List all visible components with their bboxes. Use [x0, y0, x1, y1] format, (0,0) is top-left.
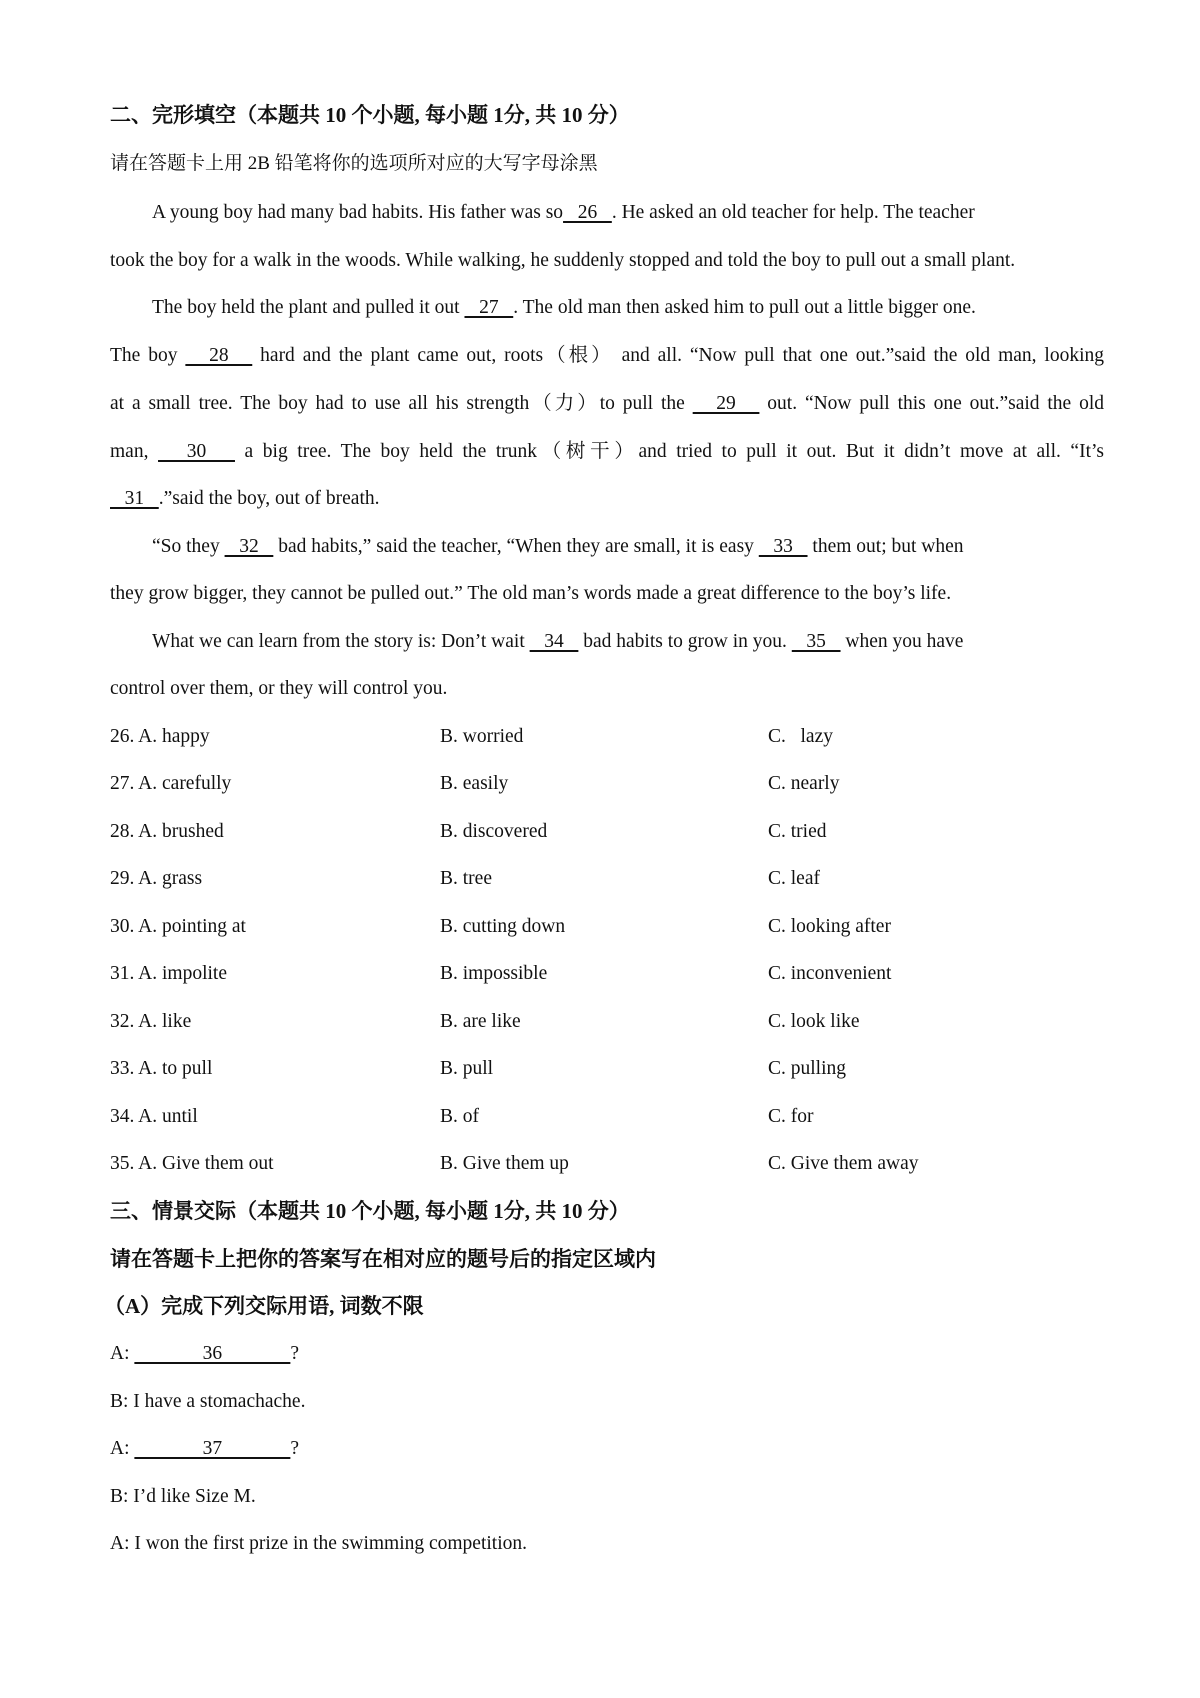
passage-text: out. “Now pull this one out.”said the old — [759, 393, 1104, 414]
passage-text: at a small tree. The boy had to use all his strength（力）to pull the — [110, 393, 693, 414]
speaker-a: A: — [110, 1343, 135, 1364]
blank-26: 26 — [563, 202, 612, 223]
blank-27: 27 — [464, 297, 514, 318]
blank-35: 35 — [791, 631, 841, 652]
dialogue-line-b2: B: I’d like Size M. — [110, 1486, 256, 1507]
option-26-b: B. worried — [440, 726, 524, 747]
passage-line-8 — [152, 535, 964, 559]
question-mark: ? — [290, 1343, 300, 1364]
option-32-b: B. are like — [440, 1011, 521, 1032]
option-29-a: 29. A. grass — [110, 868, 203, 889]
blank-37: 37 — [134, 1438, 291, 1459]
dialogue-line-a3: A: I won the first prize in the swimming competition. — [110, 1533, 528, 1554]
passage-text: “So they — [152, 536, 225, 557]
passage-line-11: control over them, or they will control you. — [110, 678, 448, 699]
passage-text: when you have — [840, 631, 964, 652]
question-mark: ? — [290, 1438, 300, 1459]
passage-text: a big tree. The boy held the trunk（树干）and tried to pull it out. But it didn’t move at all. “It’s — [234, 441, 1105, 462]
option-35-b: B. Give them up — [440, 1153, 569, 1174]
option-32-a: 32. A. like — [110, 1011, 192, 1032]
passage-line-9: they grow bigger, they cannot be pulled out.” The old man’s words made a great difference to the boy’s life. — [110, 583, 952, 604]
blank-31: 31 — [110, 488, 159, 509]
option-34-c: C. for — [768, 1106, 814, 1127]
blank-34: 34 — [529, 631, 579, 652]
speaker-a: A: — [110, 1438, 135, 1459]
passage-text: A young boy had many bad habits. His father was so — [152, 202, 564, 223]
option-27-c: C. nearly — [768, 773, 840, 794]
dialogue-line-36 — [110, 1342, 299, 1366]
option-30-b: B. cutting down — [440, 916, 566, 937]
dialogue-line-37 — [110, 1437, 299, 1461]
passage-text: man, — [110, 441, 159, 462]
option-33-c: C. pulling — [768, 1058, 847, 1079]
option-35-a: 35. A. Give them out — [110, 1153, 274, 1174]
passage-line-4 — [110, 344, 1104, 368]
option-33-a: 33. A. to pull — [110, 1058, 213, 1079]
blank-28: 28 — [185, 345, 253, 366]
passage-line-10 — [152, 630, 963, 654]
passage-text: .”said the boy, out of breath. — [158, 488, 380, 509]
blank-29: 29 — [692, 393, 760, 414]
option-29-c: C. leaf — [768, 868, 820, 889]
passage-text: . He asked an old teacher for help. The teacher — [611, 202, 975, 223]
passage-line-3 — [152, 296, 976, 320]
passage-line-7 — [110, 487, 380, 511]
passage-text: them out; but when — [807, 536, 964, 557]
option-34-a: 34. A. until — [110, 1106, 198, 1127]
blank-32: 32 — [224, 536, 274, 557]
option-26-a: 26. A. happy — [110, 726, 210, 747]
passage-line-5 — [110, 392, 1104, 416]
option-34-b: B. of — [440, 1106, 479, 1127]
option-33-b: B. pull — [440, 1058, 494, 1079]
passage-line-6 — [110, 440, 1104, 464]
option-31-b: B. impossible — [440, 963, 548, 984]
option-30-a: 30. A. pointing at — [110, 916, 246, 937]
passage-text: The boy — [110, 345, 186, 366]
section-2-heading: 二、完形填空（本题共 10 个小题, 每小题 1分, 共 10 分） — [110, 103, 630, 127]
blank-33: 33 — [758, 536, 808, 557]
dialogue-line-b1: B: I have a stomachache. — [110, 1391, 306, 1412]
option-28-a: 28. A. brushed — [110, 821, 224, 842]
section-3-part-a-heading: （A）完成下列交际用语, 词数不限 — [104, 1294, 424, 1318]
blank-36: 36 — [134, 1343, 291, 1364]
passage-line-1 — [152, 201, 975, 225]
blank-30: 30 — [158, 441, 235, 462]
option-27-a: 27. A. carefully — [110, 773, 232, 794]
passage-text: bad habits to grow in you. — [578, 631, 792, 652]
option-26-c: C. lazy — [768, 726, 833, 747]
option-29-b: B. tree — [440, 868, 492, 889]
passage-text: hard and the plant came out, roots（根） and all. “Now pull that one out.”said the old man, looking — [252, 345, 1105, 366]
option-35-c: C. Give them away — [768, 1153, 919, 1174]
passage-text: bad habits,” said the teacher, “When they are small, it is easy — [273, 536, 759, 557]
passage-text: . The old man then asked him to pull out a little bigger one. — [513, 297, 976, 318]
passage-text: What we can learn from the story is: Don’t wait — [152, 631, 530, 652]
option-31-a: 31. A. impolite — [110, 963, 227, 984]
option-27-b: B. easily — [440, 773, 509, 794]
option-32-c: C. look like — [768, 1011, 860, 1032]
passage-line-2: took the boy for a walk in the woods. While walking, he suddenly stopped and told the boy to pull out a small plant. — [110, 250, 1016, 271]
section-2-instruction: 请在答题卡上用 2B 铅笔将你的选项所对应的大写字母涂黑 — [110, 153, 598, 174]
section-3-instruction: 请在答题卡上把你的答案写在相对应的题号后的指定区域内 — [110, 1247, 656, 1271]
option-31-c: C. inconvenient — [768, 963, 892, 984]
option-28-b: B. discovered — [440, 821, 548, 842]
option-30-c: C. looking after — [768, 916, 891, 937]
passage-text: The boy held the plant and pulled it out — [152, 297, 465, 318]
option-28-c: C. tried — [768, 821, 827, 842]
section-3-heading: 三、情景交际（本题共 10 个小题, 每小题 1分, 共 10 分） — [110, 1199, 630, 1223]
